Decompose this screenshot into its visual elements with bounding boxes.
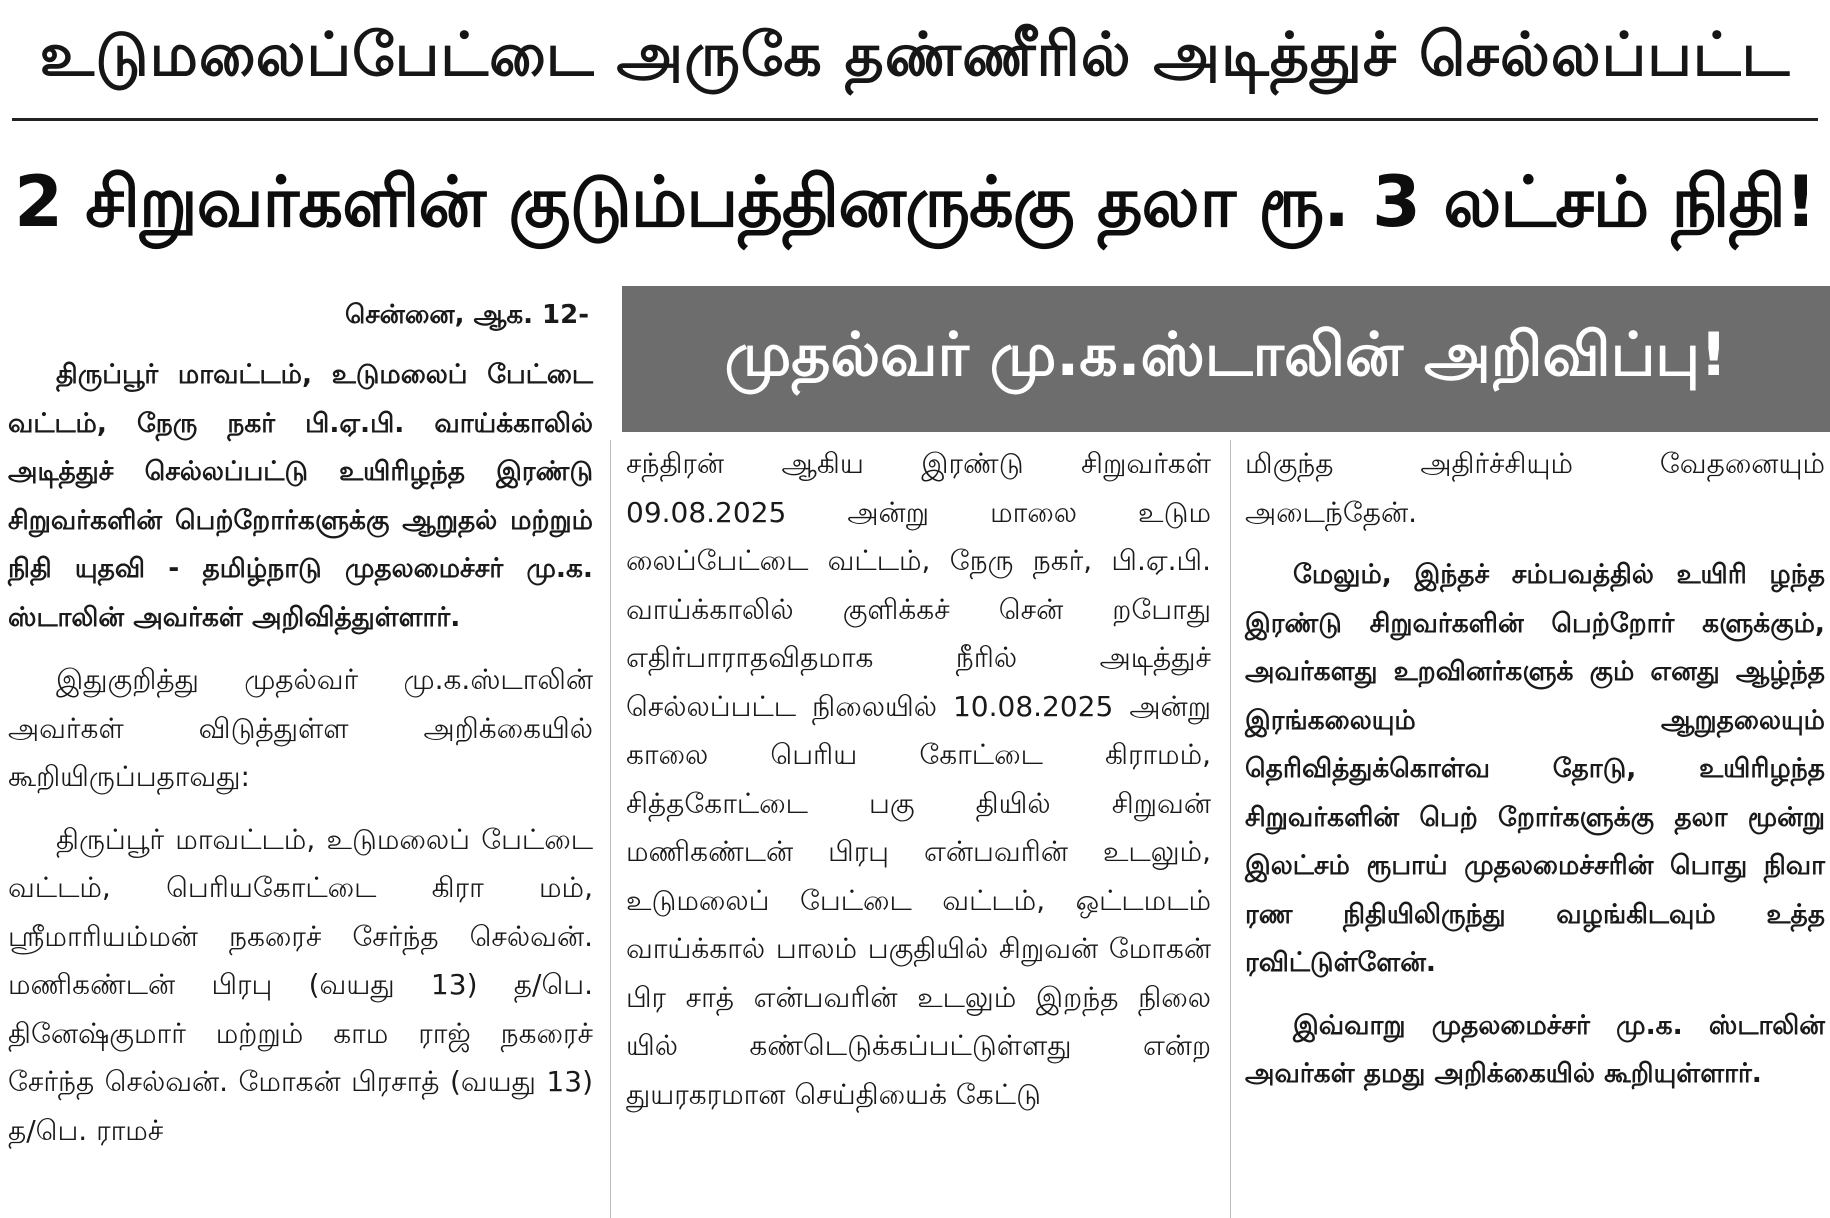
main-headline: 2 சிறுவர்களின் குடும்பத்தினருக்கு தலா ரூ. 3 லட்சம் நிதி!: [14, 160, 1816, 243]
article-column-3: [1245, 440, 1825, 1113]
dateline: சென்னை, ஆக. 12-: [344, 300, 589, 330]
column-divider: [610, 440, 611, 1218]
paragraph: மேலும், இந்தச் சம்பவத்தில் உயிரி ழந்த இரண்டு சிறுவர்களின் பெற்றோர் களுக்கும், அவர்களது உறவினர்களுக் கும் எனது ஆழ்ந்த இரங்கலையும் ஆறுதலையும் தெரிவித்துக்கொள்வ தோடு, உயிரிழந்த சிறுவர்களின் பெற் றோர்களுக்கு தலா மூன்று இலட்சம் ரூபாய் முதலமைச்சரின் பொது நிவா ரண நிதியிலிருந்து வழங்கிடவும் உத்த ரவிட்டுள்ளேன்.: [1245, 559, 1825, 978]
paragraph: இவ்வாறு முதலமைச்சர் மு.க. ஸ்டாலின் அவர்கள் தமது அறிக்கையில் கூறியுள்ளார்.: [1245, 1009, 1825, 1089]
paragraph: சந்திரன் ஆகிய இரண்டு சிறுவர்கள் 09.08.2025 அன்று மாலை உடும லைப்பேட்டை வட்டம், நேரு நகர், பி.ஏ.பி. வாய்க்காலில் குளிக்கச் சென் றபோது எதிர்பாராதவிதமாக நீரில் அடித்துச் செல்லப்பட்ட நிலையில் 10.08.2025 அன்று காலை பெரிய கோட்டை கிராமம், சித்தகோட்டை பகு தியில் சிறுவன் மணிகண்டன் பிரபு என்பவரின் உடலும், உடுமலைப் பேட்டை வட்டம், ஒட்டமடம் வாய்க்கால் பாலம் பகுதியில் சிறுவன் மோகன் பிர சாத் என்பவரின் உடலும் இறந்த நிலை யில் கண்டெடுக்கப்பட்டுள்ளது என்ற துயரகரமான செய்தியைக் கேட்டு: [626, 447, 1211, 1111]
paragraph: இதுகுறித்து முதல்வர் மு.க.ஸ்டாலின் அவர்கள் விடுத்துள்ள அறிக்கையில் கூறியிருப்பதாவது:: [8, 663, 593, 793]
paragraph: மிகுந்த அதிர்ச்சியும் வேதனையும் அடைந்தேன்.: [1245, 447, 1825, 529]
headline-rule: [12, 118, 1818, 121]
subheadline-banner: முதல்வர் மு.க.ஸ்டாலின் அறிவிப்பு!: [622, 286, 1830, 432]
lead-paragraph: திருப்பூர் மாவட்டம், உடுமலைப் பேட்டை வட்டம், நேரு நகர் பி.ஏ.பி. வாய்க்காலில் அடித்துச் செல்லப்பட்டு உயிரிழந்த இரண்டு சிறுவர்களின் பெற்றோர்களுக்கு ஆறுதல் மற்றும் நிதி யுதவி - தமிழ்நாடு முதலமைச்சர் மு.க. ஸ்டாலின் அவர்கள் அறிவித்துள்ளார்.: [8, 359, 593, 633]
kicker-headline: உடுமலைப்பேட்டை அருகே தண்ணீரில் அடித்துச் செல்லப்பட்ட: [39, 20, 1791, 90]
column-divider: [1230, 440, 1231, 1218]
paragraph: திருப்பூர் மாவட்டம், உடுமலைப் பேட்டை வட்டம், பெரியகோட்டை கிரா மம், ஸ்ரீமாரியம்மன் நகரைச் சேர்ந்த செல்வன். மணிகண்டன் பிரபு (வயது 13) த/பெ. தினேஷ்குமார் மற்றும் காம ராஜ் நகரைச் சேர்ந்த செல்வன். மோகன் பிரசாத் (வயது 13) த/பெ. ராமச்: [8, 822, 593, 1147]
article-column-2: [626, 440, 1211, 1133]
article-column-1: [8, 300, 593, 1169]
